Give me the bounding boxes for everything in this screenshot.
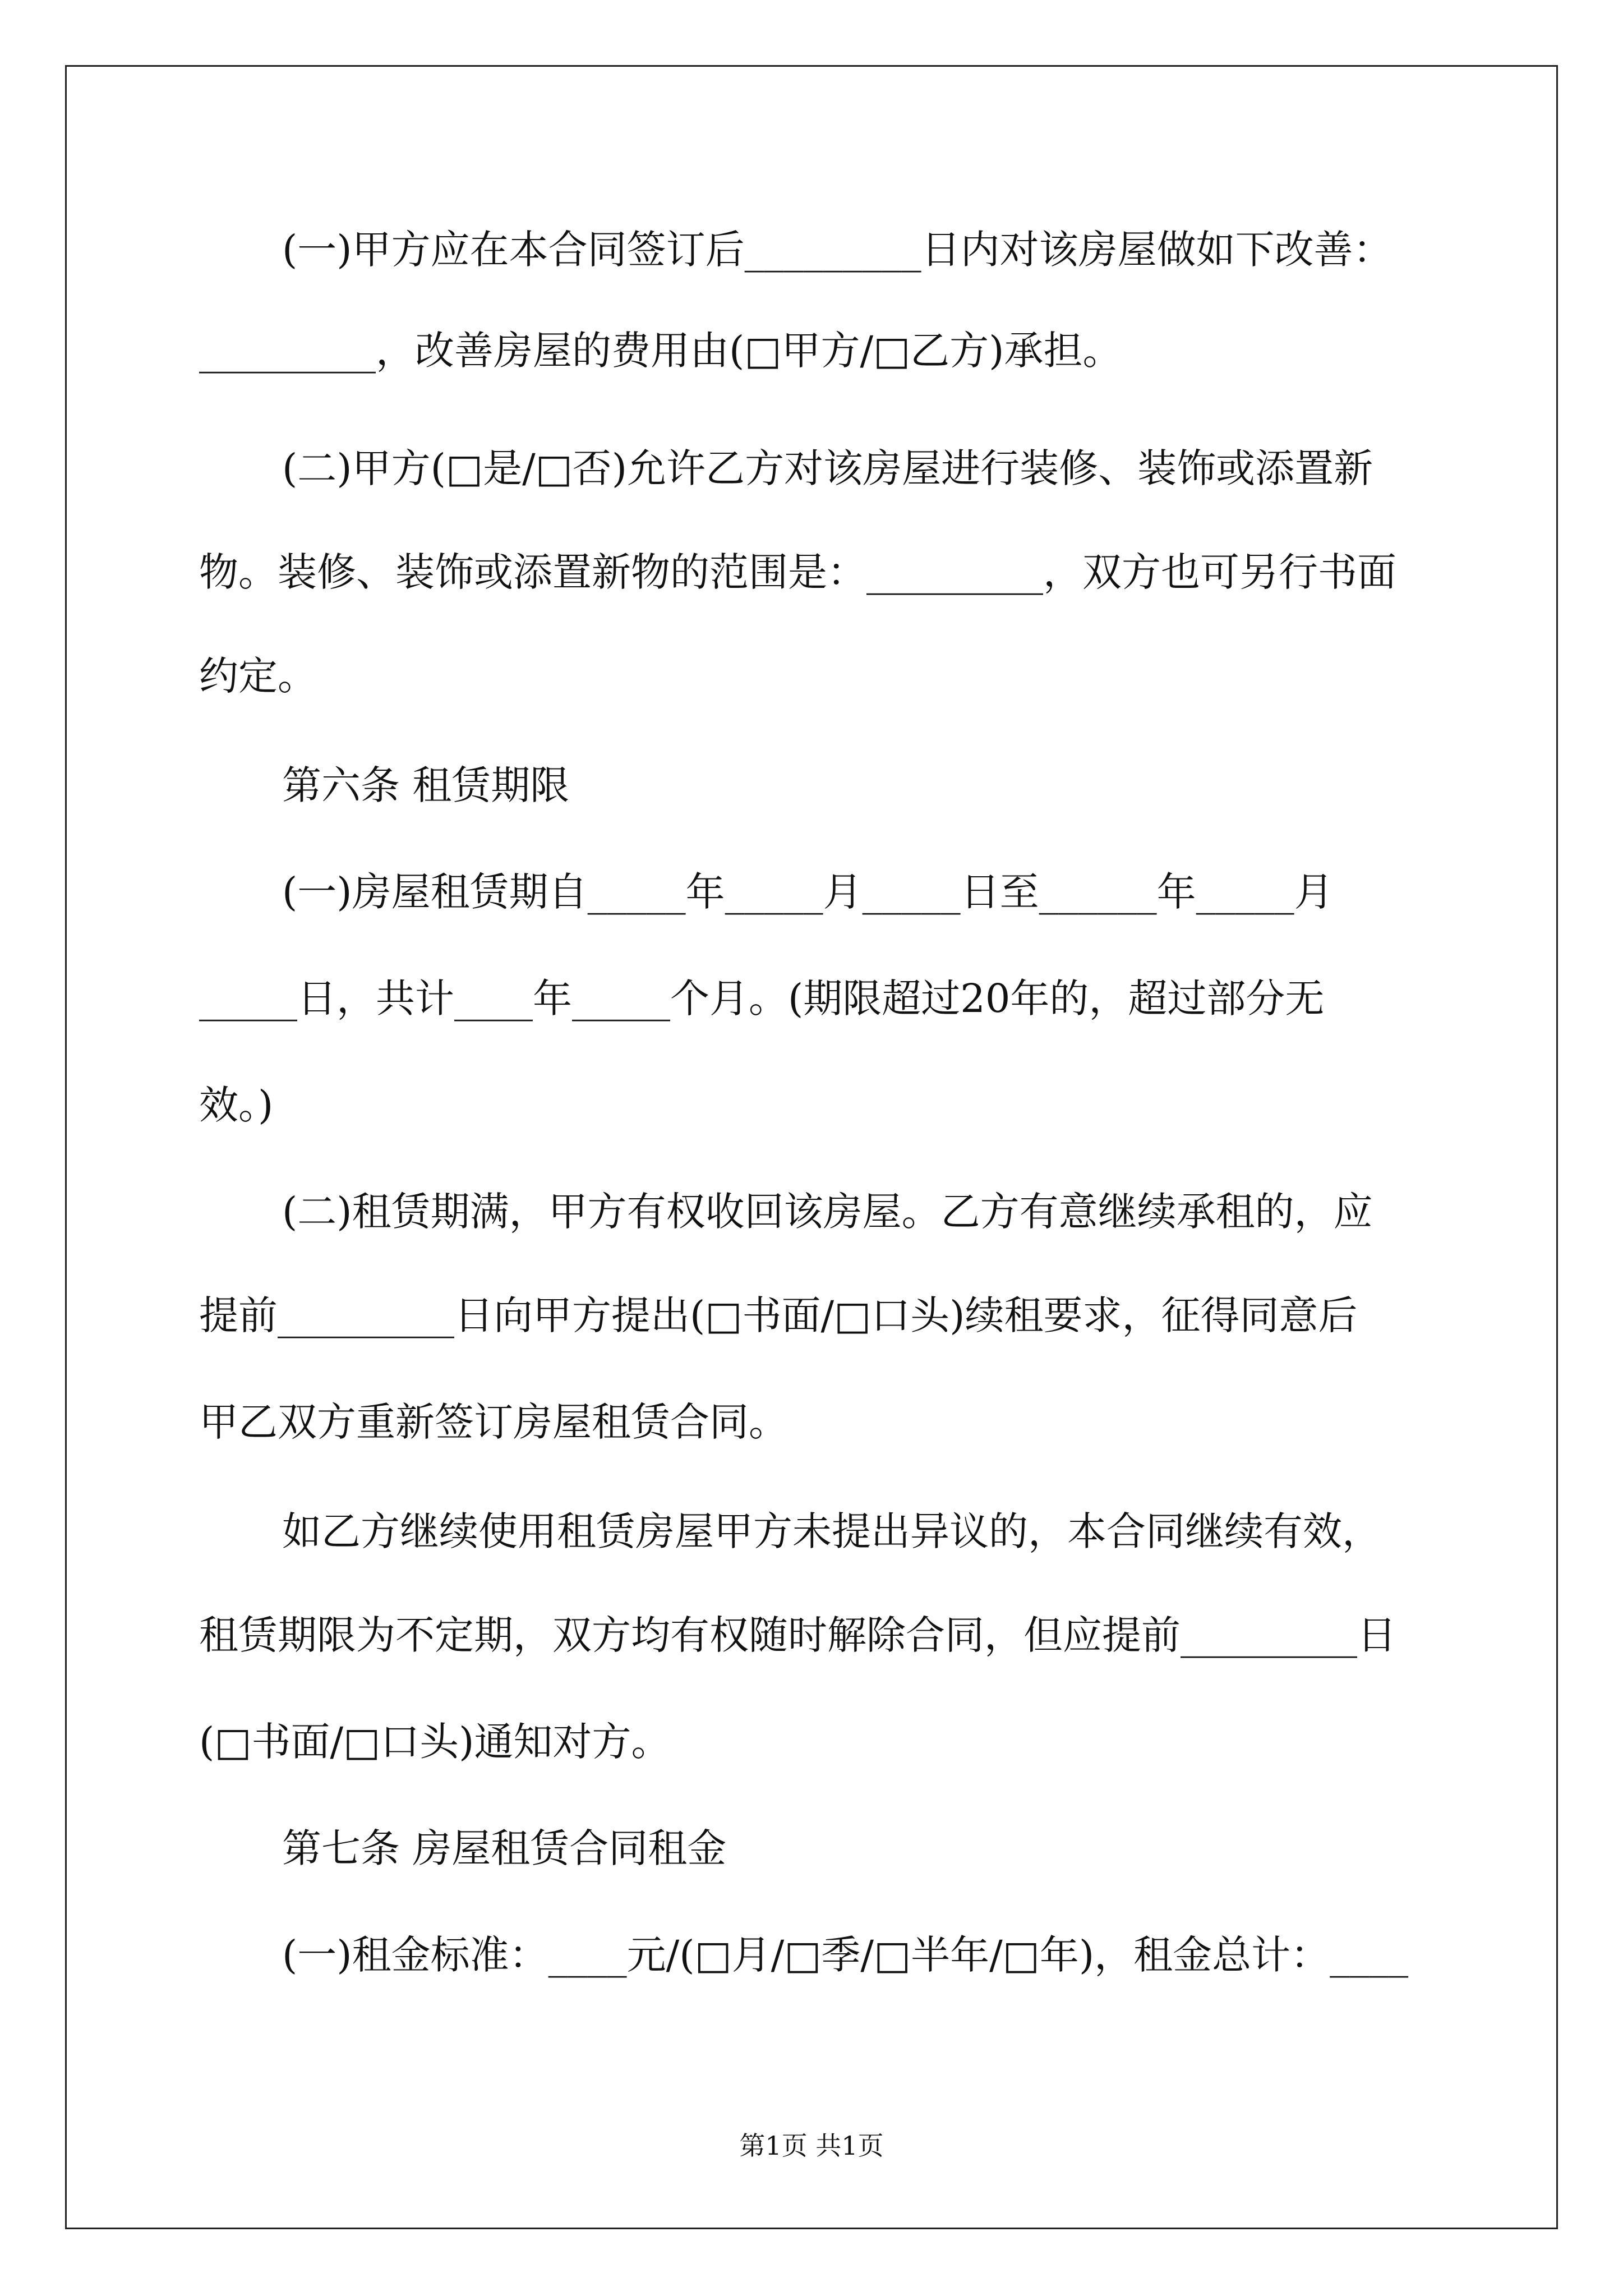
section-heading: 第七条 房屋租赁合同租金 [282, 1825, 727, 1871]
paragraph-line: _____日，共计____年_____个月。(期限超过20年的，超过部分无 [199, 976, 1325, 1022]
page-number-footer: 第1页 共1页 [739, 2131, 884, 2161]
paragraph-line: (一)房屋租赁期自_____年_____月_____日至______年_____月 [282, 869, 1334, 915]
paragraph-line: (一)租金标准：____元/(□月/□季/□半年/□年)，租金总计：____ [282, 1932, 1409, 1978]
paragraph-line: 租赁期限为不定期，双方均有权随时解除合同，但应提前_________日 [199, 1612, 1396, 1658]
paragraph-line: 约定。 [199, 653, 317, 699]
paragraph-line: (二)甲方(□是/□否)允许乙方对该房屋进行装修、装饰或添置新 [282, 445, 1373, 491]
paragraph-line: _________，改善房屋的费用由(□甲方/□乙方)承担。 [199, 328, 1122, 374]
paragraph-line: (二)租赁期满，甲方有权收回该房屋。乙方有意继续承租的，应 [282, 1189, 1373, 1235]
page-border [65, 65, 1558, 2229]
section-heading: 第六条 租赁期限 [282, 762, 570, 808]
paragraph-line: 物。装修、装饰或添置新物的范围是：_________，双方也可另行书面 [199, 549, 1396, 595]
paragraph-line: 效。) [199, 1082, 274, 1128]
paragraph-line: 甲乙双方重新签订房屋租赁合同。 [199, 1399, 788, 1445]
paragraph-line: 提前_________日向甲方提出(□书面/□口头)续租要求，征得同意后 [199, 1292, 1358, 1338]
paragraph-line: (一)甲方应在本合同签订后_________日内对该房屋做如下改善： [282, 227, 1393, 273]
paragraph-line: 如乙方继续使用租赁房屋甲方未提出异议的，本合同继续有效， [282, 1508, 1381, 1554]
paragraph-line: (□书面/□口头)通知对方。 [199, 1719, 671, 1765]
